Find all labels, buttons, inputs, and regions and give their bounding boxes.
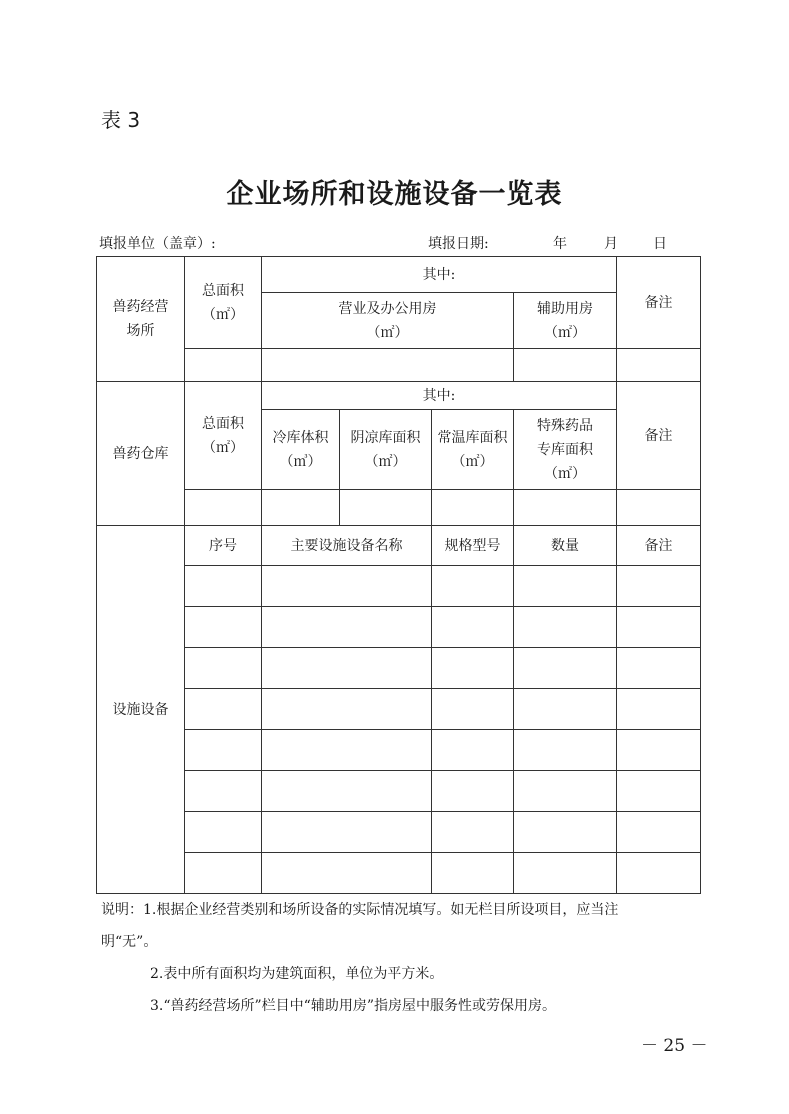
table-cell[interactable] bbox=[262, 730, 432, 771]
table-cell[interactable] bbox=[514, 853, 617, 894]
premises-office-input[interactable] bbox=[262, 349, 514, 382]
table-cell[interactable] bbox=[617, 648, 701, 689]
table-cell[interactable] bbox=[185, 607, 262, 648]
equipment-header-remark: 备注 bbox=[617, 526, 701, 566]
table-cell[interactable] bbox=[514, 566, 617, 607]
table-row bbox=[97, 648, 701, 689]
table-cell[interactable] bbox=[262, 812, 432, 853]
note-line-2: 2.表中所有面积均为建筑面积，单位为平方米。 bbox=[150, 966, 444, 982]
warehouse-cold-input[interactable] bbox=[262, 490, 340, 526]
table-cell[interactable] bbox=[432, 812, 514, 853]
warehouse-section-label: 兽药仓库 bbox=[97, 382, 185, 526]
table-cell[interactable] bbox=[262, 689, 432, 730]
table-row bbox=[97, 812, 701, 853]
table-cell[interactable] bbox=[514, 648, 617, 689]
table-cell[interactable] bbox=[262, 853, 432, 894]
premises-office-header: 营业及办公用房 （㎡） bbox=[262, 293, 514, 349]
equipment-header-quantity: 数量 bbox=[514, 526, 617, 566]
warehouse-cool-header: 阴凉库面积 （㎡） bbox=[340, 410, 432, 490]
table-cell[interactable] bbox=[432, 771, 514, 812]
table-cell[interactable] bbox=[432, 566, 514, 607]
table-cell[interactable] bbox=[185, 689, 262, 730]
warehouse-total-area-header: 总面积 （㎡） bbox=[185, 382, 262, 490]
warehouse-special-header: 特殊药品 专库面积 （㎡） bbox=[514, 410, 617, 490]
table-cell[interactable] bbox=[432, 730, 514, 771]
table-cell[interactable] bbox=[432, 607, 514, 648]
table-cell[interactable] bbox=[262, 771, 432, 812]
premises-of-which-header: 其中: bbox=[262, 257, 617, 293]
month-label: 月 bbox=[604, 236, 618, 252]
table-cell[interactable] bbox=[514, 730, 617, 771]
page-title: 企业场所和设施设备一览表 bbox=[226, 179, 563, 210]
table-row bbox=[97, 607, 701, 648]
facilities-table bbox=[96, 256, 701, 894]
equipment-header-name: 主要设施设备名称 bbox=[262, 526, 432, 566]
warehouse-remark-header: 备注 bbox=[617, 382, 701, 490]
table-row bbox=[97, 771, 701, 812]
warehouse-normal-input[interactable] bbox=[432, 490, 514, 526]
note-line-1-continued: 明“无”。 bbox=[101, 934, 158, 950]
warehouse-total-area-input[interactable] bbox=[185, 490, 262, 526]
table-row bbox=[97, 689, 701, 730]
warehouse-cool-input[interactable] bbox=[340, 490, 432, 526]
table-cell[interactable] bbox=[432, 648, 514, 689]
premises-total-area-input[interactable] bbox=[185, 349, 262, 382]
warehouse-special-input[interactable] bbox=[514, 490, 617, 526]
year-label: 年 bbox=[553, 236, 567, 252]
premises-remark-input[interactable] bbox=[617, 349, 701, 382]
table-cell[interactable] bbox=[617, 607, 701, 648]
day-label: 日 bbox=[653, 236, 667, 252]
table-cell[interactable] bbox=[514, 689, 617, 730]
note-line-1: 说明：1.根据企业经营类别和场所设备的实际情况填写。如无栏目所设项目，应当注 bbox=[101, 902, 619, 918]
table-cell[interactable] bbox=[432, 853, 514, 894]
table-number-label: 表 3 bbox=[101, 108, 141, 132]
table-cell[interactable] bbox=[514, 607, 617, 648]
table-cell[interactable] bbox=[617, 812, 701, 853]
table-cell[interactable] bbox=[185, 812, 262, 853]
table-cell[interactable] bbox=[617, 566, 701, 607]
warehouse-remark-input[interactable] bbox=[617, 490, 701, 526]
fill-unit-label: 填报单位（盖章）: bbox=[99, 236, 216, 252]
equipment-header-spec: 规格型号 bbox=[432, 526, 514, 566]
table-cell[interactable] bbox=[185, 730, 262, 771]
table-cell[interactable] bbox=[185, 771, 262, 812]
premises-section-label: 兽药经营 场所 bbox=[97, 257, 185, 382]
premises-total-area-header: 总面积 （㎡） bbox=[185, 257, 262, 349]
table-row bbox=[97, 566, 701, 607]
equipment-section-label: 设施设备 bbox=[97, 526, 185, 894]
page-number: － 25 － bbox=[641, 1036, 708, 1056]
warehouse-normal-header: 常温库面积 （㎡） bbox=[432, 410, 514, 490]
fill-date-label: 填报日期: bbox=[428, 236, 489, 252]
table-cell[interactable] bbox=[617, 853, 701, 894]
table-row bbox=[97, 853, 701, 894]
table-cell[interactable] bbox=[617, 689, 701, 730]
table-cell[interactable] bbox=[262, 648, 432, 689]
table-cell[interactable] bbox=[514, 771, 617, 812]
equipment-header-no: 序号 bbox=[185, 526, 262, 566]
table-cell[interactable] bbox=[185, 648, 262, 689]
table-cell[interactable] bbox=[185, 566, 262, 607]
warehouse-of-which-header: 其中: bbox=[262, 382, 617, 410]
note-line-3: 3.“兽药经营场所”栏目中“辅助用房”指房屋中服务性或劳保用房。 bbox=[150, 998, 556, 1014]
table-cell[interactable] bbox=[262, 566, 432, 607]
table-cell[interactable] bbox=[617, 730, 701, 771]
table-cell[interactable] bbox=[185, 853, 262, 894]
premises-remark-header: 备注 bbox=[617, 257, 701, 349]
table-row bbox=[97, 730, 701, 771]
warehouse-cold-header: 冷库体积 （㎥） bbox=[262, 410, 340, 490]
table-cell[interactable] bbox=[514, 812, 617, 853]
table-cell[interactable] bbox=[262, 607, 432, 648]
table-cell[interactable] bbox=[432, 689, 514, 730]
table-cell[interactable] bbox=[617, 771, 701, 812]
premises-auxiliary-header: 辅助用房 （㎡） bbox=[514, 293, 617, 349]
premises-auxiliary-input[interactable] bbox=[514, 349, 617, 382]
